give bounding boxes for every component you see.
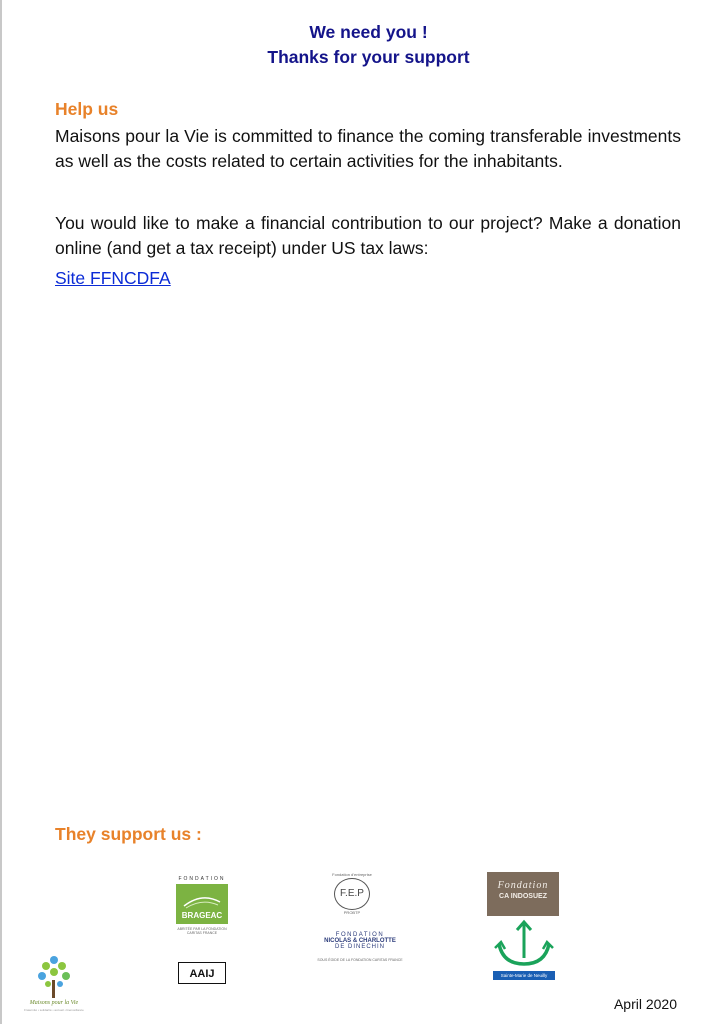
brageac-name: BRAGEAC — [181, 911, 223, 920]
fep-sub-text: PROBTP — [343, 910, 361, 915]
dinechin-foundation-logo — [313, 932, 407, 972]
aaij-logo: AAIJ — [178, 962, 226, 984]
brageac-swoosh-icon — [176, 890, 228, 910]
help-paragraph-2: You would like to make a financial contribution to our project? Make a donation online (and get a tax receipt) under US tax laws: — [55, 213, 681, 258]
fep-foundation-logo — [328, 872, 376, 922]
page-header — [0, 20, 727, 70]
ffncdfa-site-link[interactable]: Site FFNCDFA — [55, 268, 171, 288]
help-paragraph-1: Maisons pour la Vie is committed to finance the coming transferable investments as well as the costs related to certain activities for the inhabitants. — [55, 126, 681, 171]
brageac-green-block — [176, 884, 228, 924]
help-us-heading: Help us — [55, 99, 119, 119]
header-line-2: Thanks for your support — [267, 47, 470, 67]
mpv-tagline: Fraternité • solidarité • accueil • bienveillance — [24, 1008, 84, 1012]
fep-name: F.E.P — [334, 878, 370, 910]
page-left-border — [0, 0, 2, 1024]
maisons-pour-la-vie-logo — [24, 952, 84, 1014]
sainte-marie-neuilly-logo — [491, 918, 557, 984]
tree-icon — [24, 952, 84, 1000]
sainte-marie-name: Sainte-Marie de Neuilly — [493, 971, 555, 980]
dinechin-line-1: FONDATION — [335, 932, 385, 938]
brageac-foundation-logo — [176, 876, 228, 946]
footer-date: April 2020 — [613, 996, 677, 1012]
dinechin-line-3: DE DINECHIN — [334, 944, 385, 950]
they-support-us-heading: They support us : — [55, 824, 202, 844]
fep-arc-text: Fondation d'entreprise — [332, 872, 372, 877]
anchor-icon — [491, 918, 557, 972]
indosuez-line-2: CA INDOSUEZ — [499, 893, 547, 900]
indosuez-foundation-logo — [487, 872, 559, 916]
brageac-sub-text: ABRITÉE PAR LA FONDATION CARITAS FRANCE — [177, 927, 227, 935]
dinechin-line-2: NICOLAS & CHARLOTTE — [324, 938, 396, 944]
header-line-1: We need you ! — [309, 22, 428, 42]
mpv-name: Maisons pour la Vie — [29, 1000, 79, 1006]
indosuez-line-1: Fondation — [497, 880, 549, 891]
dinechin-sub-text: SOUS ÉGIDE DE LA FONDATION CARITAS FRANCE — [317, 958, 403, 962]
brageac-top-text: FONDATION — [178, 876, 226, 882]
